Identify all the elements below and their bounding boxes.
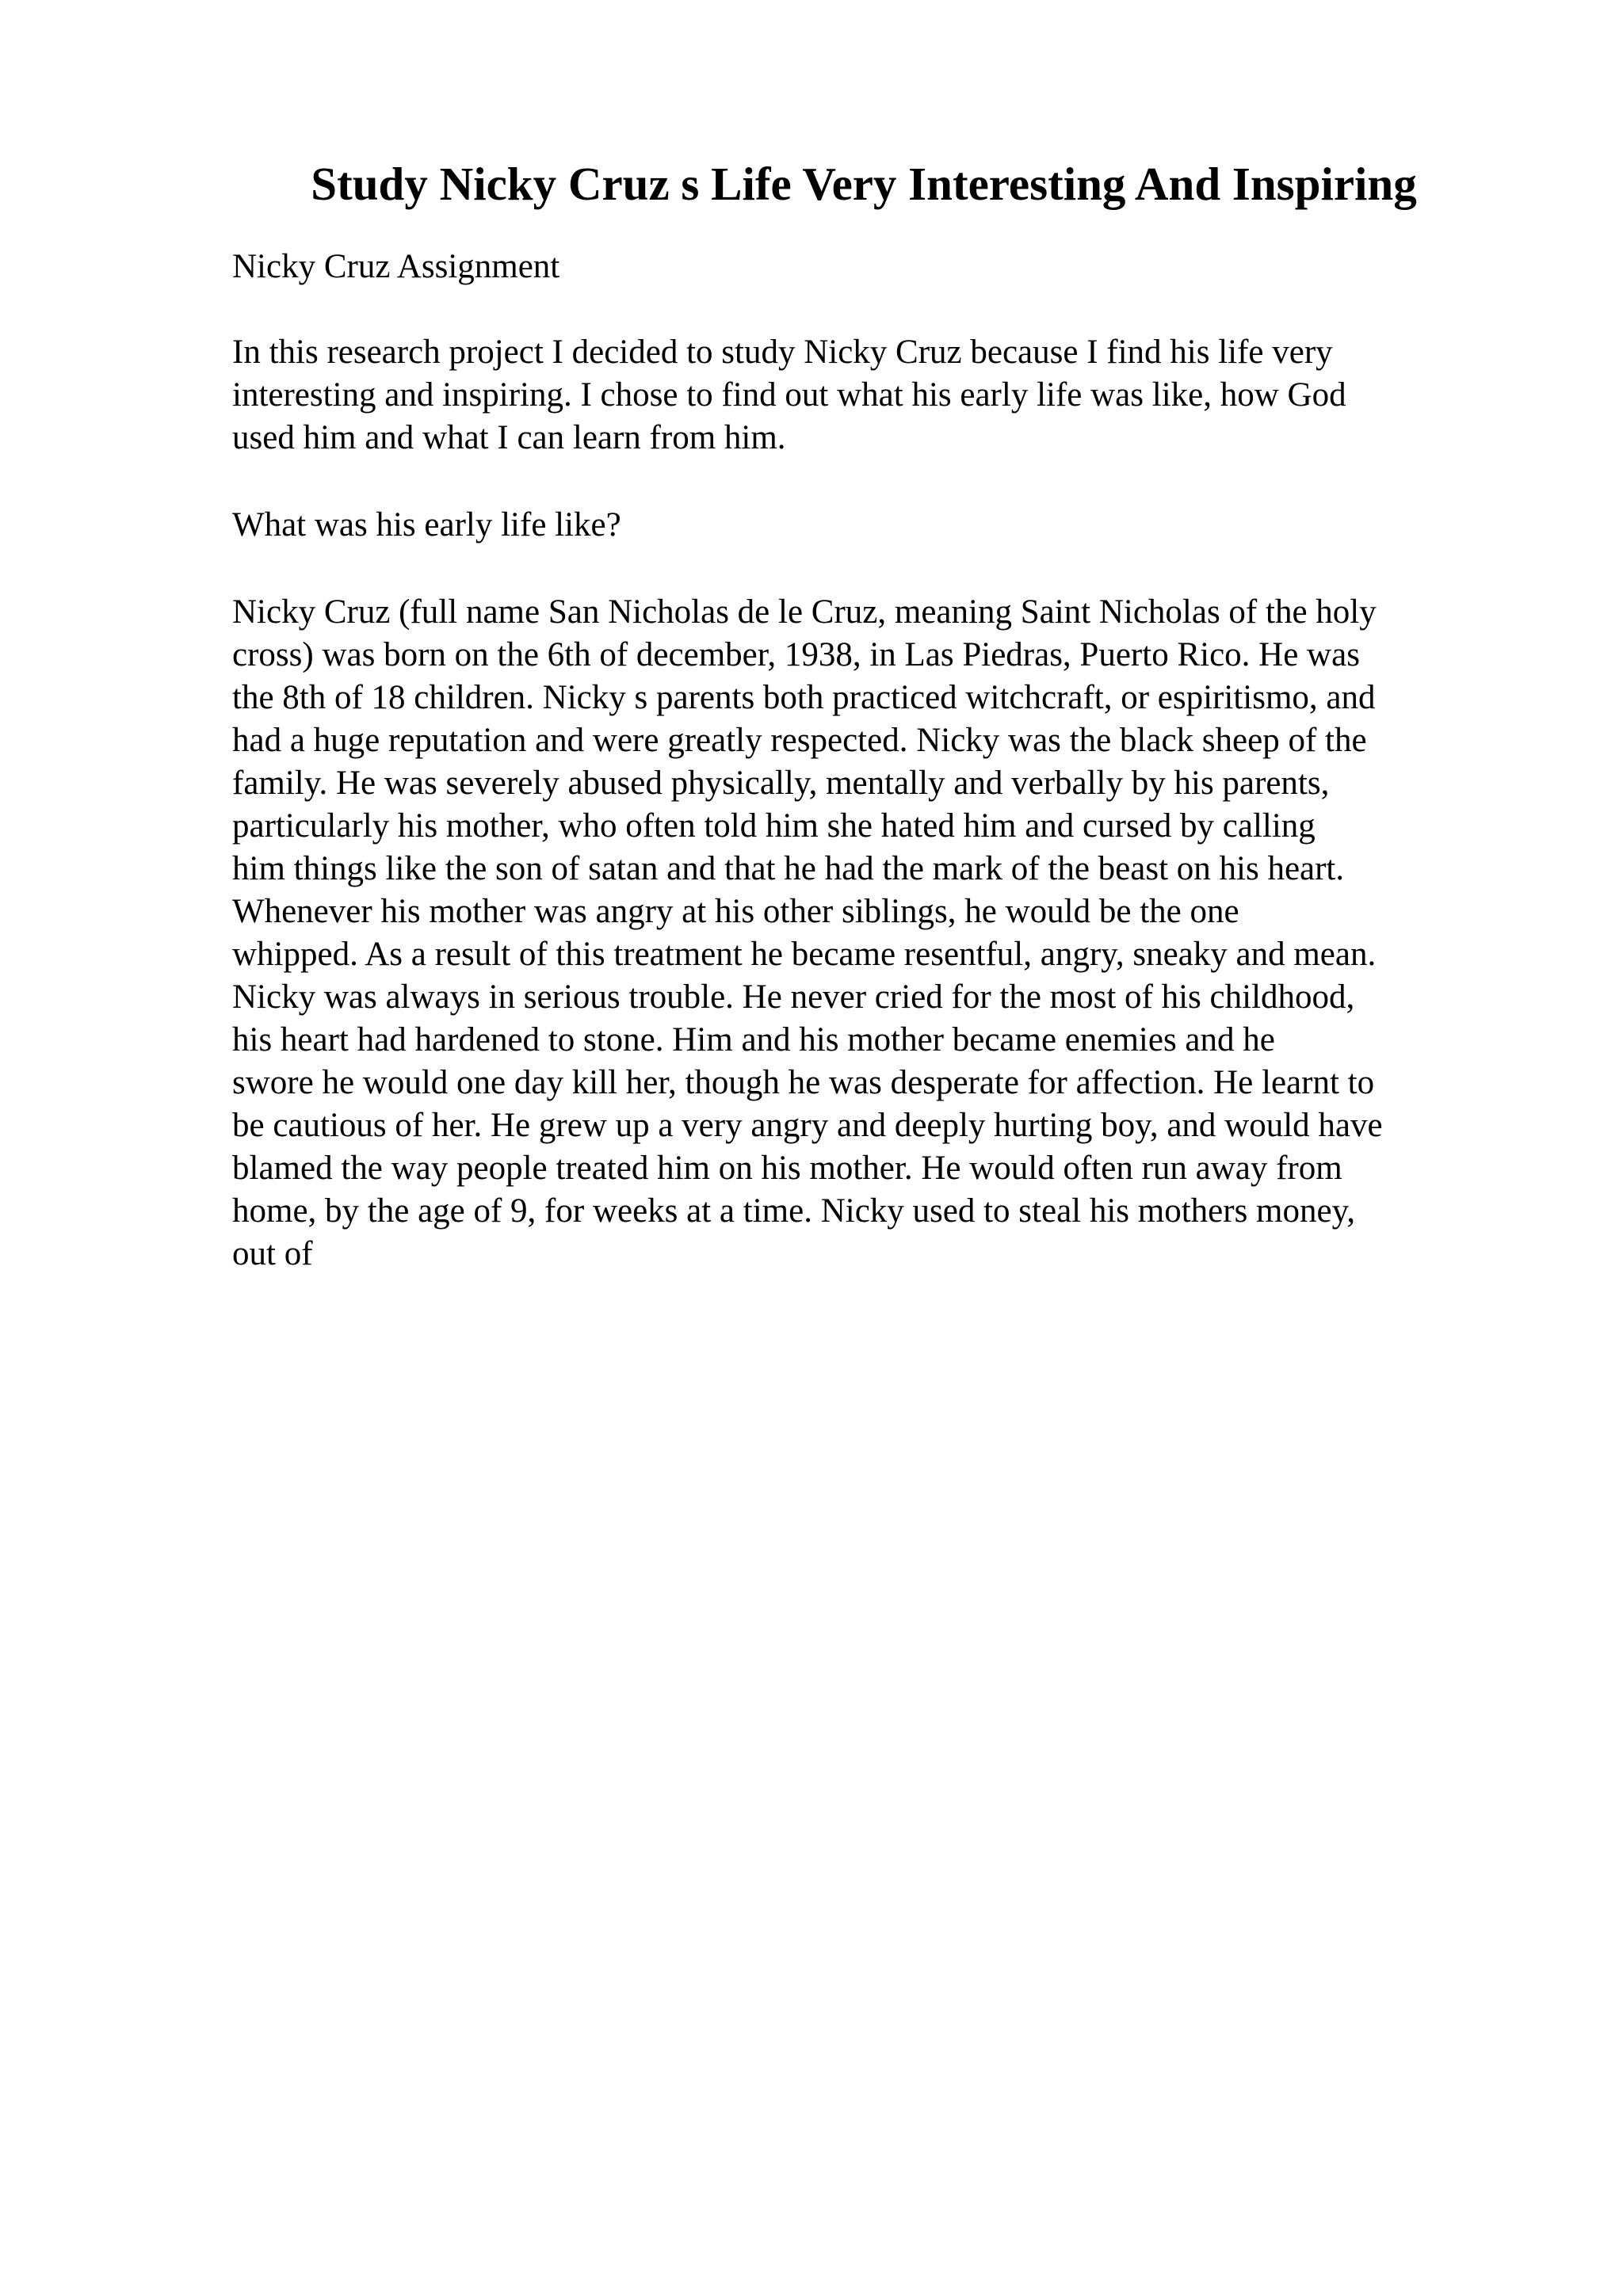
paragraph-line: cross) was born on the 6th of december, 1938, in Las Piedras, Puerto Rico. He was: [232, 636, 1360, 673]
paragraph-line: family. He was severely abused physically, mentally and verbally by his parents,: [232, 765, 1330, 802]
paragraph-line: had a huge reputation and were greatly respected. Nicky was the black sheep of the: [232, 722, 1367, 759]
document-title: Study Nicky Cruz s Life Very Interesting And Inspiring: [311, 158, 1417, 210]
paragraph-line: his heart had hardened to stone. Him and his mother became enemies and he: [232, 1021, 1275, 1058]
paragraph-line: home, by the age of 9, for weeks at a time. Nicky used to steal his mothers money,: [232, 1192, 1356, 1230]
intro-line: In this research project I decided to study Nicky Cruz because I find his life very: [232, 334, 1333, 371]
document-subtitle: Nicky Cruz Assignment: [232, 248, 560, 285]
paragraph-line: him things like the son of satan and that he had the mark of the beast on his heart.: [232, 850, 1345, 887]
paragraph-line: blamed the way people treated him on his mother. He would often run away from: [232, 1150, 1342, 1187]
paragraph-line: out of: [232, 1235, 313, 1272]
paragraph-line: swore he would one day kill her, though he was desperate for affection. He learnt to: [232, 1064, 1375, 1101]
early-life-paragraph: [232, 591, 1516, 1276]
paragraph-line: the 8th of 18 children. Nicky s parents both practiced witchcraft, or espiritismo, and: [232, 679, 1376, 716]
paragraph-line: be cautious of her. He grew up a very angry and deeply hurting boy, and would have: [232, 1107, 1383, 1144]
section-question: What was his early life like?: [232, 506, 621, 543]
paragraph-line: Whenever his mother was angry at his other siblings, he would be the one: [232, 893, 1239, 930]
intro-line: used him and what I can learn from him.: [232, 419, 786, 456]
intro-line: interesting and inspiring. I chose to find out what his early life was like, how God: [232, 376, 1346, 414]
paragraph-line: Nicky Cruz (full name San Nicholas de le Cruz, meaning Saint Nicholas of the holy: [232, 593, 1377, 631]
paragraph-line: whipped. As a result of this treatment he became resentful, angry, sneaky and mean.: [232, 936, 1377, 973]
paragraph-line: Nicky was always in serious trouble. He never cried for the most of his childhood,: [232, 978, 1355, 1016]
intro-paragraph: [232, 331, 1516, 460]
paragraph-line: particularly his mother, who often told him she hated him and cursed by calling: [232, 807, 1316, 845]
